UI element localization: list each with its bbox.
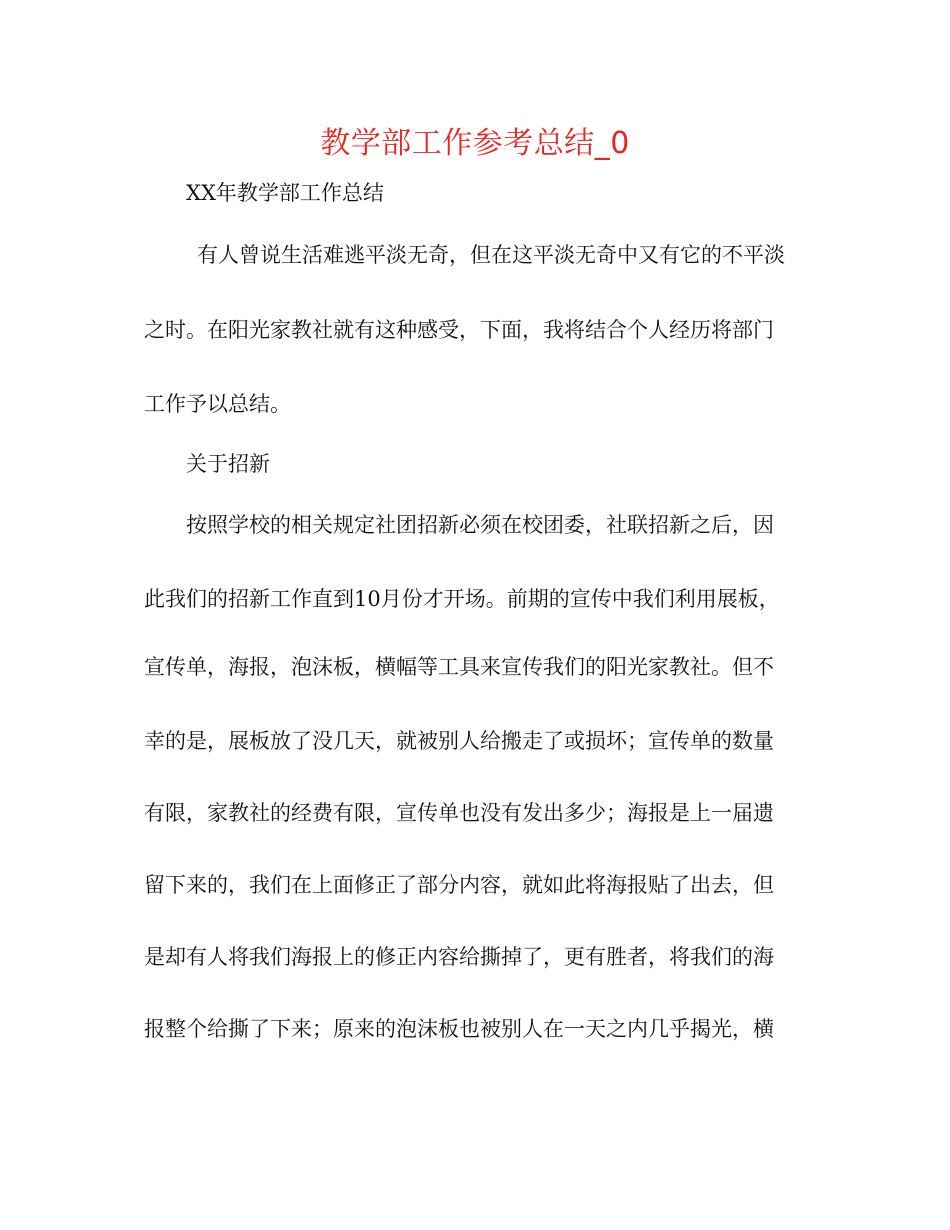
body-line: 之时。在阳光家教社就有这种感受，下面，我将结合个人经历将部门 — [144, 318, 774, 342]
body-line: 宣传单，海报，泡沫板，横幅等工具来宣传我们的阳光家教社。但不 — [144, 655, 774, 679]
document-title: 教学部工作参考总结_0 — [320, 126, 630, 161]
body-line: 此我们的招新工作直到10月份才开场。前期的宣传中我们利用展板， — [144, 587, 780, 611]
body-line: 按照学校的相关规定社团招新必须在校团委，社联招新之后，因 — [186, 513, 774, 537]
body-line: 报整个给撕了下来；原来的泡沫板也被别人在一天之内几乎揭光，横 — [144, 1017, 774, 1041]
body-line: 是却有人将我们海报上的修正内容给撕掉了，更有胜者，将我们的海 — [144, 945, 774, 969]
body-line: 工作予以总结。 — [144, 392, 291, 416]
body-line: 有限，家教社的经费有限，宣传单也没有发出多少；海报是上一届遗 — [144, 801, 774, 825]
body-line: XX年教学部工作总结 — [186, 181, 384, 205]
body-line: 留下来的，我们在上面修正了部分内容，就如此将海报贴了出去，但 — [144, 873, 774, 897]
body-line: 有人曾说生活难逃平淡无奇，但在这平淡无奇中又有它的不平淡 — [197, 243, 785, 267]
body-line: 幸的是，展板放了没几天，就被别人给搬走了或损坏；宣传单的数量 — [144, 729, 774, 753]
body-line: 关于招新 — [186, 452, 270, 476]
